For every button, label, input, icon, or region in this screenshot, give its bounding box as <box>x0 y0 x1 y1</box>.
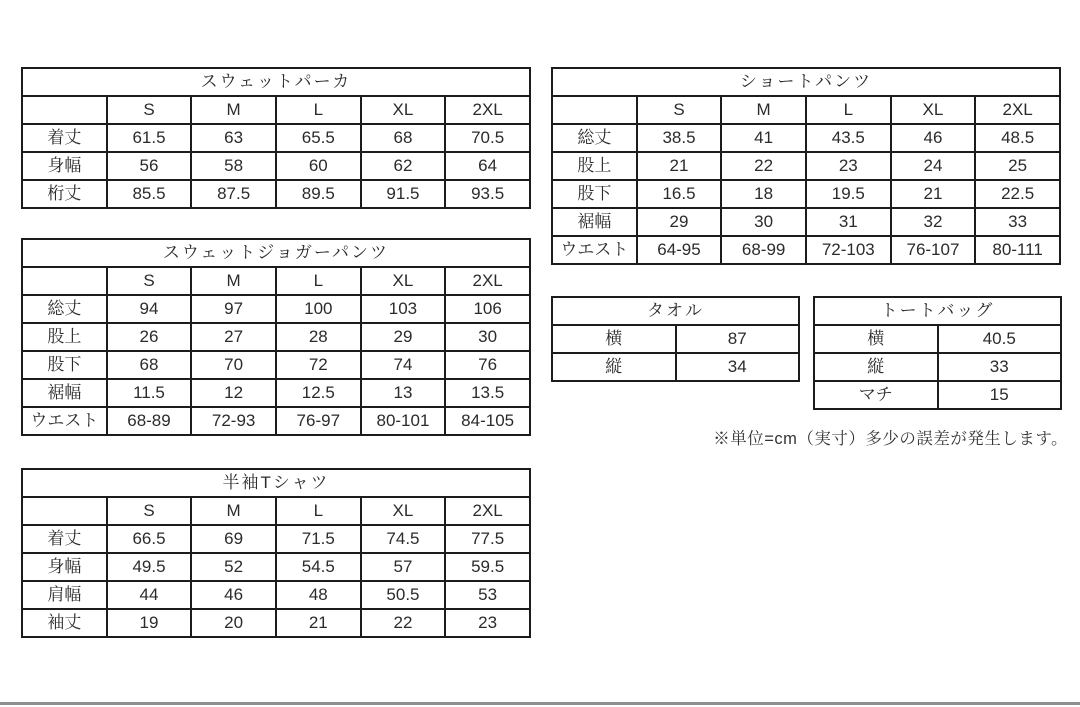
value-cell: 16.5 <box>637 180 722 208</box>
measure-label-cell: 身幅 <box>22 553 107 581</box>
value-cell: 65.5 <box>276 124 361 152</box>
value-cell: 57 <box>361 553 446 581</box>
value-cell: 76-97 <box>276 407 361 435</box>
measure-label-cell: 総丈 <box>552 124 637 152</box>
value-cell: 59.5 <box>445 553 530 581</box>
value-cell: 69 <box>191 525 276 553</box>
value-cell: 97 <box>191 295 276 323</box>
value-cell: 18 <box>721 180 806 208</box>
value-cell: 40.5 <box>938 325 1062 353</box>
size-table-half-sleeve-tshirt <box>21 468 531 638</box>
sweat-jogger-pants-table <box>21 238 531 436</box>
value-cell: 24 <box>891 152 976 180</box>
value-cell: 32 <box>891 208 976 236</box>
value-cell: 43.5 <box>806 124 891 152</box>
value-cell: 41 <box>721 124 806 152</box>
size-table-tote-bag <box>813 296 1062 410</box>
value-cell: 56 <box>107 152 192 180</box>
corner-cell <box>22 267 107 295</box>
value-cell: 74 <box>361 351 446 379</box>
value-cell: 70 <box>191 351 276 379</box>
bottom-divider-bar <box>0 702 1080 705</box>
size-header-cell: L <box>276 96 361 124</box>
value-cell: 103 <box>361 295 446 323</box>
value-cell: 22 <box>721 152 806 180</box>
value-cell: 21 <box>891 180 976 208</box>
size-header-cell: M <box>721 96 806 124</box>
table-title: トートバッグ <box>814 297 1061 325</box>
value-cell: 76-107 <box>891 236 976 264</box>
value-cell: 66.5 <box>107 525 192 553</box>
value-cell: 89.5 <box>276 180 361 208</box>
value-cell: 13.5 <box>445 379 530 407</box>
value-cell: 62 <box>361 152 446 180</box>
value-cell: 84-105 <box>445 407 530 435</box>
value-cell: 21 <box>637 152 722 180</box>
size-header-cell: 2XL <box>445 96 530 124</box>
measure-label-cell: 横 <box>814 325 938 353</box>
short-pants-table <box>551 67 1061 265</box>
value-cell: 20 <box>191 609 276 637</box>
measure-label-cell: 肩幅 <box>22 581 107 609</box>
measure-label-cell: 縦 <box>814 353 938 381</box>
measure-label-cell: 股上 <box>22 323 107 351</box>
value-cell: 68 <box>107 351 192 379</box>
value-cell: 54.5 <box>276 553 361 581</box>
value-cell: 25 <box>975 152 1060 180</box>
value-cell: 85.5 <box>107 180 192 208</box>
half-sleeve-tshirt-table <box>21 468 531 638</box>
table-title: ショートパンツ <box>552 68 1060 96</box>
value-cell: 87.5 <box>191 180 276 208</box>
value-cell: 91.5 <box>361 180 446 208</box>
value-cell: 26 <box>107 323 192 351</box>
corner-cell <box>22 96 107 124</box>
measure-label-cell: 着丈 <box>22 124 107 152</box>
measure-label-cell: マチ <box>814 381 938 409</box>
value-cell: 87 <box>676 325 800 353</box>
measure-label-cell: 着丈 <box>22 525 107 553</box>
size-header-cell: XL <box>361 267 446 295</box>
tote-bag-table <box>813 296 1062 410</box>
size-header-cell: 2XL <box>445 267 530 295</box>
size-header-cell: L <box>276 267 361 295</box>
value-cell: 68-89 <box>107 407 192 435</box>
corner-cell <box>22 497 107 525</box>
measure-label-cell: 股上 <box>552 152 637 180</box>
unit-note: ※単位=cm（実寸）多少の誤差が発生します。 <box>713 430 1068 448</box>
value-cell: 12.5 <box>276 379 361 407</box>
sweat-parka-table <box>21 67 531 209</box>
value-cell: 12 <box>191 379 276 407</box>
size-header-cell: S <box>107 96 192 124</box>
measure-label-cell: 身幅 <box>22 152 107 180</box>
value-cell: 61.5 <box>107 124 192 152</box>
size-header-cell: XL <box>361 497 446 525</box>
measure-label-cell: 裾幅 <box>22 379 107 407</box>
value-cell: 21 <box>276 609 361 637</box>
measure-label-cell: 股下 <box>22 351 107 379</box>
value-cell: 34 <box>676 353 800 381</box>
size-header-cell: M <box>191 267 276 295</box>
corner-cell <box>552 96 637 124</box>
value-cell: 11.5 <box>107 379 192 407</box>
value-cell: 77.5 <box>445 525 530 553</box>
value-cell: 74.5 <box>361 525 446 553</box>
value-cell: 31 <box>806 208 891 236</box>
table-title: タオル <box>552 297 799 325</box>
value-cell: 22 <box>361 609 446 637</box>
value-cell: 44 <box>107 581 192 609</box>
size-header-cell: XL <box>891 96 976 124</box>
measure-label-cell: ウエスト <box>22 407 107 435</box>
measure-label-cell: 横 <box>552 325 676 353</box>
size-header-cell: M <box>191 96 276 124</box>
value-cell: 22.5 <box>975 180 1060 208</box>
value-cell: 30 <box>445 323 530 351</box>
size-header-cell: S <box>107 267 192 295</box>
size-header-cell: L <box>806 96 891 124</box>
towel-table <box>551 296 800 382</box>
value-cell: 80-101 <box>361 407 446 435</box>
value-cell: 33 <box>975 208 1060 236</box>
value-cell: 33 <box>938 353 1062 381</box>
value-cell: 49.5 <box>107 553 192 581</box>
value-cell: 28 <box>276 323 361 351</box>
value-cell: 29 <box>637 208 722 236</box>
size-header-cell: 2XL <box>975 96 1060 124</box>
value-cell: 46 <box>891 124 976 152</box>
value-cell: 23 <box>806 152 891 180</box>
table-title: スウェットパーカ <box>22 68 530 96</box>
size-table-short-pants <box>551 67 1061 265</box>
measure-label-cell: 桁丈 <box>22 180 107 208</box>
value-cell: 38.5 <box>637 124 722 152</box>
value-cell: 80-111 <box>975 236 1060 264</box>
size-header-cell: S <box>107 497 192 525</box>
size-table-towel <box>551 296 800 382</box>
value-cell: 60 <box>276 152 361 180</box>
value-cell: 64-95 <box>637 236 722 264</box>
value-cell: 72-103 <box>806 236 891 264</box>
value-cell: 48 <box>276 581 361 609</box>
value-cell: 15 <box>938 381 1062 409</box>
size-table-sweat-parka <box>21 67 531 209</box>
value-cell: 72-93 <box>191 407 276 435</box>
value-cell: 70.5 <box>445 124 530 152</box>
value-cell: 50.5 <box>361 581 446 609</box>
table-title: 半袖Tシャツ <box>22 469 530 497</box>
value-cell: 58 <box>191 152 276 180</box>
value-cell: 71.5 <box>276 525 361 553</box>
size-header-cell: XL <box>361 96 446 124</box>
value-cell: 68-99 <box>721 236 806 264</box>
size-header-cell: M <box>191 497 276 525</box>
value-cell: 63 <box>191 124 276 152</box>
size-table-sweat-jogger-pants <box>21 238 531 436</box>
value-cell: 106 <box>445 295 530 323</box>
value-cell: 64 <box>445 152 530 180</box>
value-cell: 72 <box>276 351 361 379</box>
measure-label-cell: 股下 <box>552 180 637 208</box>
value-cell: 19 <box>107 609 192 637</box>
value-cell: 30 <box>721 208 806 236</box>
value-cell: 76 <box>445 351 530 379</box>
size-header-cell: S <box>637 96 722 124</box>
value-cell: 46 <box>191 581 276 609</box>
value-cell: 53 <box>445 581 530 609</box>
value-cell: 52 <box>191 553 276 581</box>
value-cell: 19.5 <box>806 180 891 208</box>
value-cell: 27 <box>191 323 276 351</box>
measure-label-cell: 裾幅 <box>552 208 637 236</box>
value-cell: 48.5 <box>975 124 1060 152</box>
table-title: スウェットジョガーパンツ <box>22 239 530 267</box>
value-cell: 23 <box>445 609 530 637</box>
size-header-cell: 2XL <box>445 497 530 525</box>
value-cell: 29 <box>361 323 446 351</box>
value-cell: 94 <box>107 295 192 323</box>
value-cell: 68 <box>361 124 446 152</box>
measure-label-cell: 縦 <box>552 353 676 381</box>
measure-label-cell: 袖丈 <box>22 609 107 637</box>
value-cell: 93.5 <box>445 180 530 208</box>
measure-label-cell: 総丈 <box>22 295 107 323</box>
size-header-cell: L <box>276 497 361 525</box>
value-cell: 13 <box>361 379 446 407</box>
measure-label-cell: ウエスト <box>552 236 637 264</box>
value-cell: 100 <box>276 295 361 323</box>
